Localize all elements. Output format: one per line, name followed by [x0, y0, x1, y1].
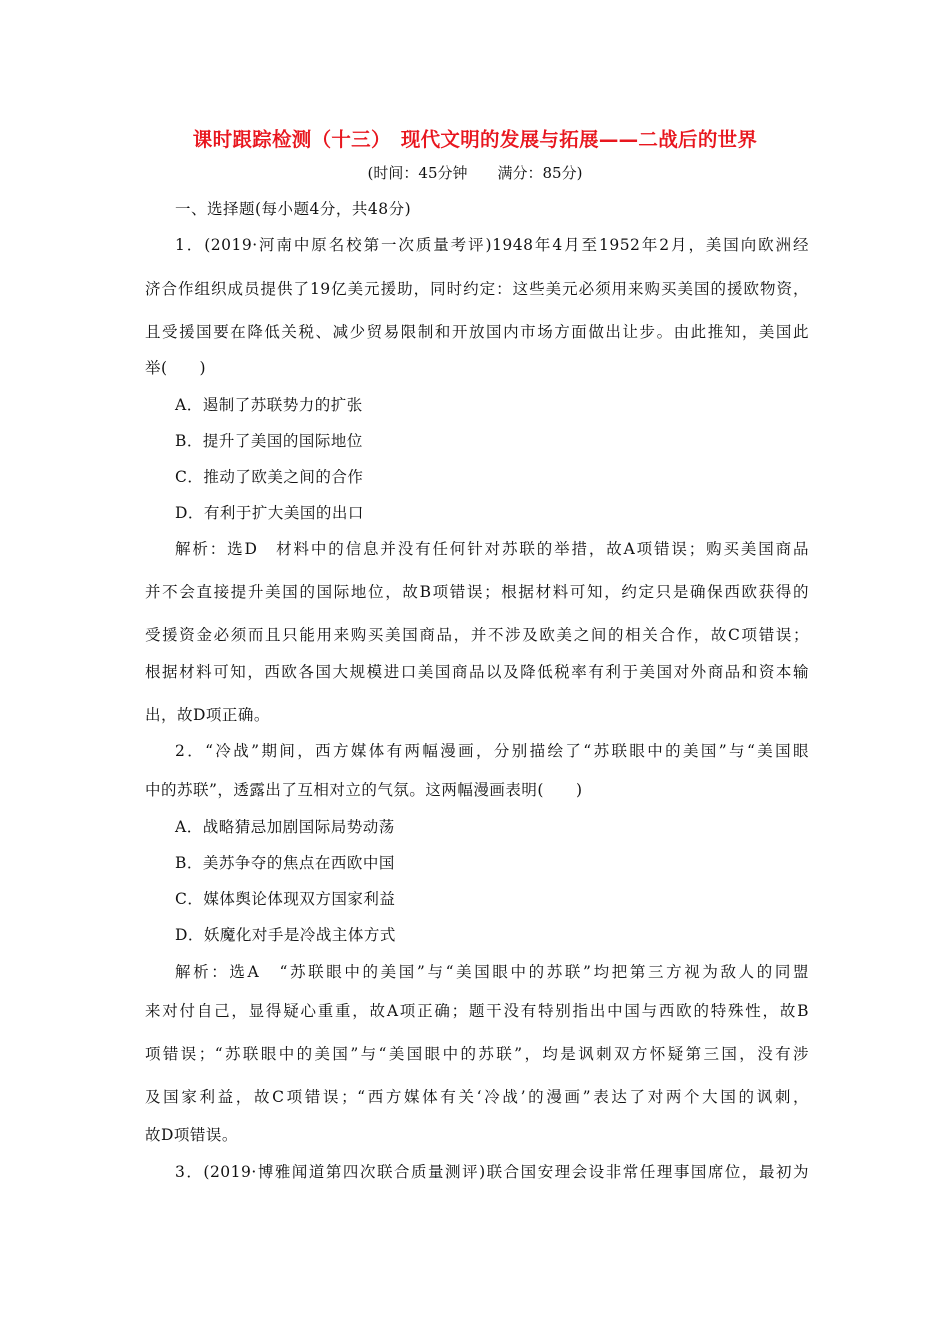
q2-option-c: C．媒体舆论体现双方国家利益 — [175, 890, 396, 908]
q2-analysis-line: 项错误；“苏联眼中的美国”与“美国眼中的苏联”，均是讽刺双方怀疑第三国，没有涉 — [145, 1045, 809, 1063]
section-heading: 一、选择题(每小题4分，共48分) — [175, 200, 412, 218]
q2-option-b: B．美苏争夺的焦点在西欧中国 — [175, 854, 395, 872]
q1-option-c: C．推动了欧美之间的合作 — [175, 468, 364, 486]
q2-option-a: A．战略猜忌加剧国际局势动荡 — [175, 818, 395, 836]
q1-stem-line: 1．(2019·河南中原名校第一次质量考评)1948年4月至1952年2月，美国向欧洲经 — [175, 236, 809, 254]
time-score-info: (时间：45分钟 满分：85分) — [367, 164, 583, 182]
q2-analysis-line: 解析：选A “苏联眼中的美国”与“美国眼中的苏联”均把第三方视为敌人的同盟 — [175, 963, 809, 981]
q1-analysis-line: 根据材料可知，西欧各国大规模进口美国商品以及降低税率有利于美国对外商品和资本输 — [145, 663, 809, 681]
q1-stem-line: 举( ) — [145, 359, 207, 377]
q3-stem-line: 3．(2019·博雅闻道第四次联合质量测评)联合国安理会设非常任理事国席位，最初为 — [175, 1163, 809, 1181]
q1-analysis-line: 并不会直接提升美国的国际地位，故B项错误；根据材料可知，约定只是确保西欧获得的 — [145, 583, 809, 601]
q2-analysis-line: 故D项错误。 — [145, 1126, 238, 1144]
q2-option-d: D．妖魔化对手是冷战主体方式 — [175, 926, 396, 944]
q1-stem-line: 济合作组织成员提供了19亿美元援助，同时约定：这些美元必须用来购买美国的援欧物资， — [145, 280, 809, 298]
q1-analysis-line: 解析：选D 材料中的信息并没有任何针对苏联的举措，故A项错误；购买美国商品 — [175, 540, 809, 558]
page-title: 课时跟踪检测（十三） 现代文明的发展与拓展——二战后的世界 — [192, 128, 758, 151]
q1-option-a: A．遏制了苏联势力的扩张 — [175, 396, 363, 414]
q2-stem-line: 2．“冷战”期间，西方媒体有两幅漫画，分别描绘了“苏联眼中的美国”与“美国眼 — [175, 742, 809, 760]
q2-analysis-line: 来对付自己，显得疑心重重，故A项正确；题干没有特别指出中国与西欧的特殊性，故B — [145, 1002, 809, 1020]
q2-analysis-line: 及国家利益，故C项错误；“西方媒体有关‘冷战’的漫画”表达了对两个大国的讽刺， — [145, 1088, 809, 1106]
q1-stem-line: 且受援国要在降低关税、减少贸易限制和开放国内市场方面做出让步。由此推知，美国此 — [145, 323, 809, 341]
q2-stem-line: 中的苏联”，透露出了互相对立的气氛。这两幅漫画表明( ) — [145, 781, 583, 799]
q1-analysis-line: 出，故D项正确。 — [145, 706, 270, 724]
q1-option-b: B．提升了美国的国际地位 — [175, 432, 363, 450]
q1-analysis-line: 受援资金必须而且只能用来购买美国商品，并不涉及欧美之间的相关合作，故C项错误； — [145, 626, 809, 644]
q1-option-d: D．有利于扩大美国的出口 — [175, 504, 364, 522]
